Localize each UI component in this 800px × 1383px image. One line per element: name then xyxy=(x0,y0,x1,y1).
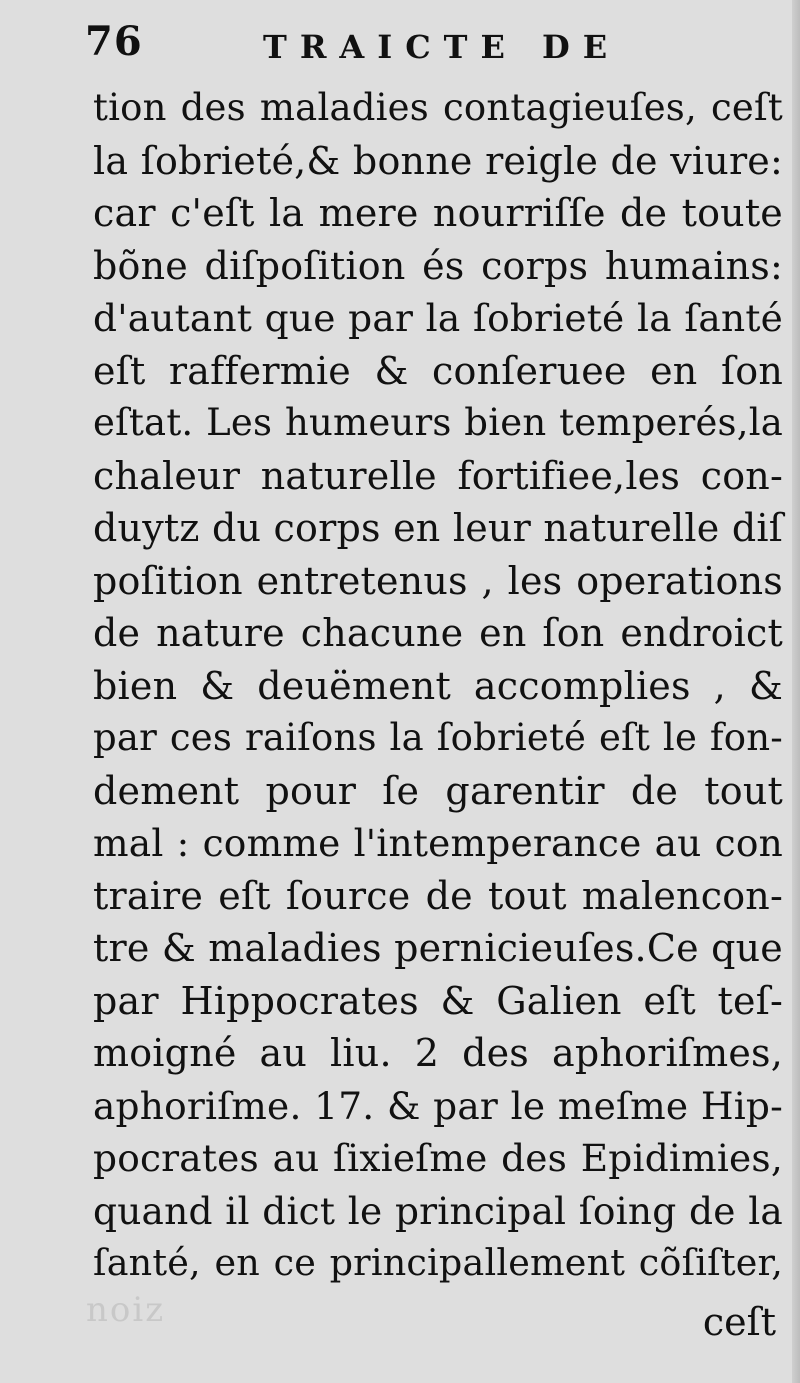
text-line: bien & deuëment accomplies , & xyxy=(93,663,783,708)
body-text xyxy=(93,82,783,1290)
text-line: par ces raiſons la ſobrieté eſt le fon- xyxy=(93,716,783,759)
text-line: aphoriſme. 17. & par le meſme Hip- xyxy=(93,1083,783,1128)
text-line: tion des maladies contagieuſes, ceſt xyxy=(93,86,783,129)
running-title: TRAICTE DE xyxy=(263,28,621,66)
catchword: ceſt xyxy=(702,1300,776,1344)
text-line: mal : comme l'intemperance au con xyxy=(93,821,783,865)
text-line: bõne diſpoſition és corps humains: xyxy=(93,243,783,288)
text-line: moigné au liu. 2 des aphoriſmes, xyxy=(93,1031,783,1075)
text-line: ſanté, en ce principallement cõſiſter, xyxy=(93,1241,783,1284)
text-line: car c'eſt la mere nourriſſe de toute xyxy=(93,191,783,235)
text-line: la ſobrieté,& bonne reigle de viure: xyxy=(93,138,783,183)
page-number: 76 xyxy=(85,18,143,65)
bleed-through-text: noiz xyxy=(86,1290,166,1330)
text-line: eſt raffermie & conſeruee en ſon xyxy=(93,348,783,393)
text-line: d'autant que par la ſobrieté la ſanté xyxy=(93,296,783,340)
page-header xyxy=(85,18,685,78)
text-line: de nature chacune en ſon endroict xyxy=(93,611,783,655)
page-edge-shadow xyxy=(792,0,800,1383)
text-line: chaleur naturelle fortifiee,les con- xyxy=(93,453,783,498)
text-line: dement pour ſe garentir de tout xyxy=(93,768,783,813)
text-line: tre & maladies pernicieuſes.Ce que xyxy=(93,926,783,970)
text-line: poſition entretenus , les operations xyxy=(93,558,783,603)
text-line: eſtat. Les humeurs bien temperés,la xyxy=(93,401,783,444)
text-line: par Hippocrates & Galien eſt teſ- xyxy=(93,978,783,1023)
text-line: duytz du corps en leur naturelle diſ xyxy=(93,506,783,550)
text-line: quand il dict le principal ſoing de la xyxy=(93,1188,783,1233)
text-line: pocrates au ſixieſme des Epidimies, xyxy=(93,1136,783,1180)
text-line: traire eſt ſource de tout malencon- xyxy=(93,873,783,918)
